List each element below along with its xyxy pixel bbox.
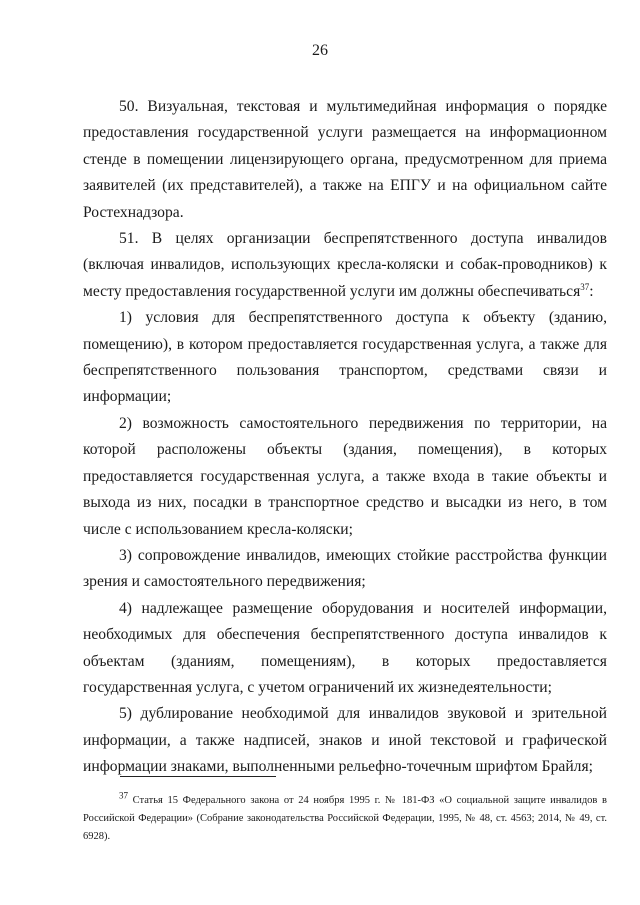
paragraph-text: 50. Визуальная, текстовая и мультимедийная информация о порядке предоставления государственной услуги размещается на информационном стенде в помещении лицензирующего органа, предусмотренном для приема заявителей (их представителей), а также на ЕПГУ и на официальном сайте Ростехнадзора.	[83, 98, 607, 221]
list-item-1	[83, 305, 607, 411]
footnote	[83, 792, 607, 846]
footnote-text	[83, 792, 607, 846]
list-item-4	[83, 596, 607, 702]
list-item-3	[83, 543, 607, 596]
page-number: 26	[312, 42, 328, 59]
document-body	[83, 94, 607, 781]
paragraph-50	[83, 94, 607, 226]
footnote-marker: 37	[119, 790, 128, 801]
list-item-2	[83, 411, 607, 543]
paragraph-text: 5) дублирование необходимой для инвалидов звуковой и зрительной информации, а также надписей, знаков и иной текстовой и графической информации знаками, выполненными рельефно-точечным шрифтом Брайля;	[83, 705, 607, 776]
paragraph-text: 3) сопровождение инвалидов, имеющих стойкие расстройства функции зрения и самостоятельного передвижения;	[83, 546, 607, 591]
paragraph-text: 1) условия для беспрепятственного доступа к объекту (зданию, помещению), в котором предоставляется государственная услуга, а также для беспрепятственного пользования транспортом, средствами связи и информации;	[83, 309, 607, 406]
list-item-5	[83, 701, 607, 780]
paragraph-tail: :	[589, 282, 594, 300]
footnote-body: Статья 15 Федерального закона от 24 ноября 1995 г. № 181-ФЗ «О социальной защите инвалидов в Российской Федерации» (Собрание законодательства Российской Федерации, 1995, № 48, ст. 4563; 2014, № 49, ст. 6928).	[83, 795, 607, 842]
footnote-separator	[120, 776, 276, 777]
paragraph-text: 4) надлежащее размещение оборудования и носителей информации, необходимых для обеспечения беспрепятственного доступа инвалидов к объектам (зданиям, помещениям), в которых предоставляется государственная услуга, с учетом ограничений их жизнедеятельности;	[83, 599, 607, 696]
paragraph-51	[83, 226, 607, 305]
footnote-reference[interactable]: 37	[580, 281, 590, 292]
paragraph-text: 2) возможность самостоятельного передвижения по территории, на которой расположены объекты (здания, помещения), в которых предоставляется государственная услуга, а также входа в такие объекты и выхода из них, посадки в транспортное средство и высадки из него, в том числе с использованием кресла-коляски;	[83, 414, 607, 538]
paragraph-text: 51. В целях организации беспрепятственного доступа инвалидов (включая инвалидов, использующих кресла-коляски и собак-проводников) к месту предоставления государственной услуги им должны обеспечиваться	[83, 230, 607, 300]
